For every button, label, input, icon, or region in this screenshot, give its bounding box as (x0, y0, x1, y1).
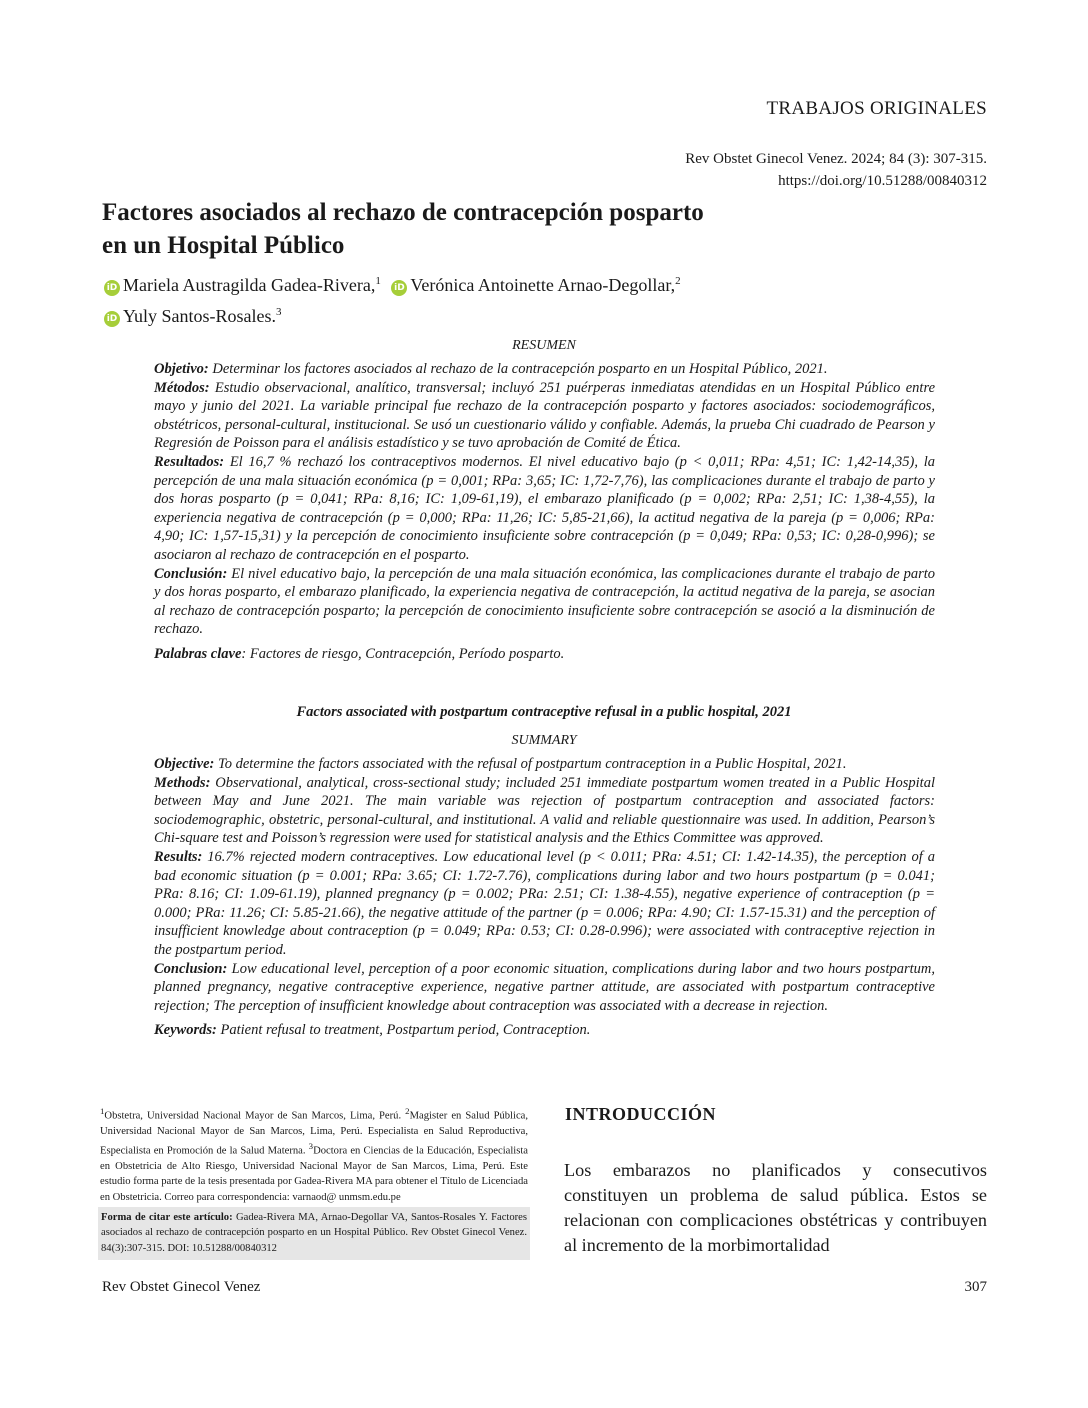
resumen-resultados (154, 453, 935, 565)
label: Methods: (154, 774, 211, 791)
resumen-keywords (154, 645, 935, 664)
orcid-icon[interactable]: iD (104, 311, 120, 327)
label: Resultados: (154, 453, 225, 470)
resumen-metodos (154, 379, 935, 453)
title-line-2: en un Hospital Público (102, 232, 345, 259)
footnote-marker: 2 (405, 1106, 410, 1116)
summary-body (154, 755, 935, 1040)
summary-heading: SUMMARY (511, 733, 577, 748)
resumen-body (154, 360, 935, 664)
footnote-marker: 1 (100, 1106, 105, 1116)
text: 16.7% rejected modern contraceptives. Low educational level (p < 0.011; PRa: 4.51; CI: 1.42-14.35), the perception of a bad economic situation (p = 0.001; RPa: 3.65; CI: 1.72-7.76), complications during labor and two hours postpartum (p = 0.041; PRa: 8.16; CI: 1.09-61.19), planned pregnancy (p = 0.002; PRa: 2.51; CI: 1.38-4.55), negative experience of contraception (p = 0.000; PRa: 11.26; CI: 5.85-21.66), the negative attitude of the partner (p = 0.006; RPa: 4.90; CI: 1.57-15.31) and the perception of insufficient knowledge about contraception (p = 0.049; RPa: 0.53; CI: 0.28-0.996); were associated with contraceptive rejection in the postpartum period. (154, 848, 935, 958)
summary-results (154, 848, 935, 960)
author-name: Verónica Antoinette Arnao-Degollar, (410, 275, 676, 295)
text: Estudio observacional, analítico, transversal; incluyó 251 puérperas inmediatas atendidas en un Hospital Público entre mayo y junio del 2021. La variable principal fue rechazo de la contracepción posparto y factores asociados: sociodemográficos, obstétricos, personal-cultural, institucional. Se usó un cuestionario válido y confiable. Además, la prueba Chi cuadrado de Pearson y Regresión de Poisson para el análisis estadístico y se tuvo aprobación de Comité de Ética. (154, 379, 935, 452)
footer-journal: Rev Obstet Ginecol Venez (102, 1279, 261, 1295)
text: : Factores de riesgo, Contracepción, Período posparto. (241, 645, 565, 662)
label: Palabras clave (154, 645, 242, 662)
author-affiliation: 3 (276, 306, 282, 318)
article-title (102, 196, 862, 262)
footnote-marker: 3 (308, 1141, 314, 1152)
author-list (104, 268, 924, 330)
text: Observational, analytical, cross-sectional study; included 251 immediate postpartum women treated in a Public Hospital between May and June 2021. The main variable was rejection of postpartum contraception and associated factors: sociodemographic, obstetric, personal-cultural, and institutional. A valid and reliable questionnaire was used. In addition, Pearson’s Chi-square test and Poisson’s regression were used for statistical analysis and the Ethics Committee was approved. (154, 774, 935, 847)
doi-link[interactable]: https://doi.org/10.51288/00840312 (778, 173, 987, 189)
page-number: 307 (964, 1279, 987, 1295)
english-title: Factors associated with postpartum contraceptive refusal in a public hospital, 2021 (296, 704, 792, 720)
text: Low educational level, perception of a poor economic situation, complications during labor and two hours postpartum, planned pregnancy, negative contraceptive experience, negative partner attitude, are associated with postpartum contraceptive rejection; The perception of insufficient knowledge about contraception was associated with a decrease in rejection. (154, 960, 935, 1014)
summary-keywords (154, 1021, 935, 1040)
resumen-objetivo (154, 360, 935, 379)
footnote-text: Obstetra, Universidad Nacional Mayor de San Marcos, Lima, Perú. (104, 1110, 406, 1122)
introduction-heading: INTRODUCCIÓN (565, 1104, 717, 1124)
label: Results: (154, 848, 203, 865)
author-2[interactable] (391, 275, 680, 295)
label: Métodos: (154, 379, 210, 396)
section-label: TRABAJOS ORIGINALES (766, 98, 987, 119)
citation-line: Rev Obstet Ginecol Venez. 2024; 84 (3): 307-315. (685, 151, 987, 167)
author-name: Mariela Austragilda Gadea-Rivera, (123, 275, 376, 295)
orcid-icon[interactable]: iD (104, 280, 120, 296)
author-affiliation: 2 (675, 275, 681, 287)
author-row-1 (104, 268, 924, 299)
summary-conclusion (154, 960, 935, 1016)
label: Objective: (154, 756, 215, 772)
resumen-conclusion (154, 565, 935, 639)
introduction-paragraph: Los embarazos no planificados y consecutivos constituyen un problema de salud pública. Estos se relacionan con complicaciones obstétricas y contribuyen al incremento de la morbimortalidad (564, 1160, 987, 1255)
author-name: Yuly Santos-Rosales. (123, 306, 276, 326)
text: El nivel educativo bajo, la percepción de una mala situación económica, las complicaciones durante el trabajo de parto y dos horas posparto, el embarazo planificado, la experiencia negativa de contracepción, la actitud negativa de la pareja, se asocian al rechazo de contracepción posparto; la percepción de conocimiento insuficiente sobre contracepción se asoció a la disminución de rechazo. (154, 565, 935, 638)
label: Conclusión: (154, 565, 228, 582)
title-line-1: Factores asociados al rechazo de contracepción posparto (102, 199, 704, 226)
text: El 16,7 % rechazó los contraceptivos modernos. El nivel educativo bajo (p < 0,011; RPa: 4,51; IC: 1,42-14,35), la percepción de una mala situación económica (p = 0,001; RPa: 3,65; IC: 1,72-7,76), las complicaciones durante el trabajo de parto y dos horas posparto (p = 0,041; RPa: 8,16; IC: 1,09-61,19), el embarazo planificado (p = 0,002; RPa: 2,51; IC: 1,38-4,55), la experiencia negativa de contracepción (p = 0,000; RPa: 11,26; IC: 5,85-21,66), la actitud negativa de la pareja (p = 0,006; RPa: 4,90; IC: 1,57-15,31) y la percepción de conocimiento insuficiente sobre contracepción (p = 0,049; RPa: 0,53; IC: 0,28-0,996); se asociaron al rechazo de contracepción en el posparto. (154, 453, 935, 563)
footnote-text: Doctora en Ciencias de la Educación, Especialista en Obstetricia de Alto Riesgo, Universidad Nacional Mayor de San Marcos, Lima, Perú. Este estudio forma parte de la tesis presentada por Gadea-Rivera MA para obtener el Título de Licenciada en Obstetricia. Correo para correspondencia: varnaod@ unmsm.edu.pe (100, 1145, 528, 1203)
label: Keywords: (154, 1022, 217, 1039)
text: Determinar los factores asociados al rechazo de la contracepción posparto en un Hospital Público, 2021. (208, 361, 828, 377)
author-row-2 (104, 299, 924, 330)
text: To determine the factors associated with the refusal of postpartum contraception in a Public Hospital, 2021. (214, 756, 847, 772)
resumen-heading: RESUMEN (512, 338, 576, 353)
journal-citation (685, 148, 987, 192)
summary-methods (154, 774, 935, 848)
author-affiliation: 1 (375, 275, 381, 287)
citation-box (98, 1207, 530, 1260)
cite-label: Forma de citar este artículo: (101, 1212, 233, 1223)
footnote-text: Magister en Salud Pública, Universidad Nacional Mayor de San Marcos, Lima, Perú. Especialista en Salud Reproductiva, Especialista en Promoción de la Salud Materna. (100, 1110, 528, 1157)
author-3[interactable] (104, 306, 282, 326)
author-1[interactable] (104, 275, 381, 295)
cite-text: Gadea-Rivera MA, Arnao-Degollar VA, Santos-Rosales Y. Factores asociados al rechazo de contracepción posparto en un Hospital Público. Rev Obstet Ginecol Venez. 84(3):307-315. DOI: 10.51288/00840312 (101, 1212, 527, 1254)
label: Objetivo: (154, 361, 209, 377)
label: Conclusion: (154, 960, 228, 977)
affiliations-footnote (100, 1104, 528, 1205)
summary-objective (154, 755, 935, 774)
orcid-icon[interactable]: iD (391, 280, 407, 296)
text: Patient refusal to treatment, Postpartum period, Contraception. (216, 1022, 591, 1039)
